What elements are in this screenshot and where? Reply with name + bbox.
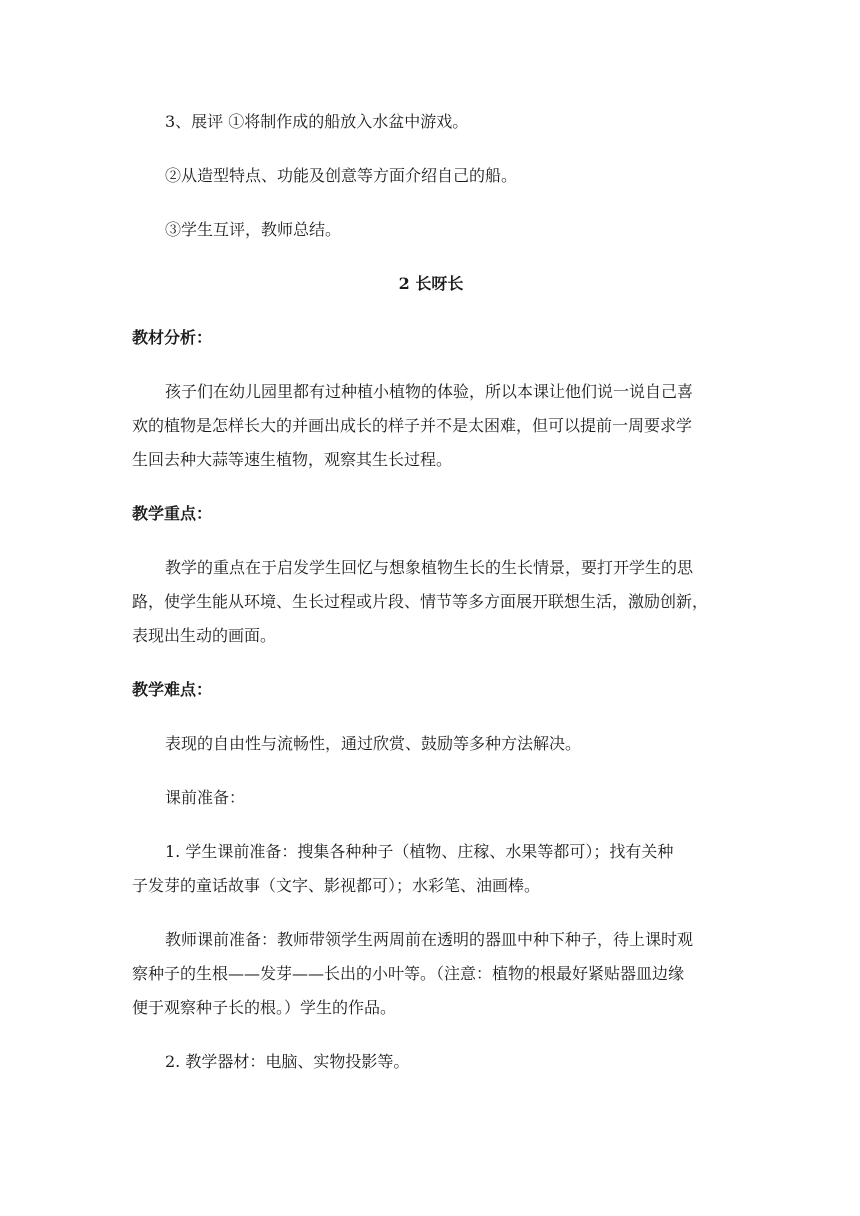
analysis-paragraph-line: 孩子们在幼儿园里都有过种植小植物的体验，所以本课让他们说一说自己喜 [165, 382, 694, 401]
teacher-prep-line: 教师课前准备：教师带领学生两周前在透明的器皿中种下种子，待上课时观 [165, 930, 694, 949]
lesson-title: 2 长呀长 [398, 274, 464, 293]
key-points-paragraph-line: 路，使学生能从环境、生长过程或片段、情节等多方面展开联想生活，激励创新， [132, 592, 709, 611]
difficulty-heading: 教学难点： [132, 680, 213, 699]
step3-review-line: ③学生互评，教师总结。 [165, 220, 342, 239]
key-points-paragraph-line: 教学的重点在于启发学生回忆与想象植物生长的生长情景，要打开学生的思 [165, 558, 694, 577]
key-points-paragraph-line: 表现出生动的画面。 [132, 626, 277, 645]
step3-intro-line: ②从造型特点、功能及创意等方面介绍自己的船。 [165, 166, 518, 185]
analysis-paragraph-line: 生回去种大蒜等速生植物，观察其生长过程。 [132, 450, 453, 469]
equipment-line: 2. 教学器材：电脑、实物投影等。 [165, 1052, 410, 1071]
analysis-heading: 教材分析： [132, 328, 213, 347]
student-prep-line: 子发芽的童话故事（文字、影视都可）；水彩笔、油画棒。 [132, 876, 541, 895]
difficulty-paragraph-line: 表现的自由性与流畅性，通过欣赏、鼓励等多种方法解决。 [165, 734, 582, 753]
step3-line: 3、展评 ①将制作成的船放入水盆中游戏。 [165, 112, 469, 131]
analysis-paragraph-line: 欢的植物是怎样长大的并画出成长的样子并不是太困难，但可以提前一周要求学 [132, 416, 693, 435]
teacher-prep-line: 便于观察种子长的根。）学生的作品。 [132, 998, 397, 1017]
student-prep-line: 1. 学生课前准备：搜集各种种子（植物、庄稼、水果等都可）；找有关种 [165, 842, 674, 861]
teacher-prep-line: 察种子的生根——发芽——长出的小叶等。（注意：植物的根最好紧贴器皿边缘 [132, 964, 685, 983]
preparation-heading: 课前准备： [165, 788, 246, 807]
key-points-heading: 教学重点： [132, 504, 213, 523]
